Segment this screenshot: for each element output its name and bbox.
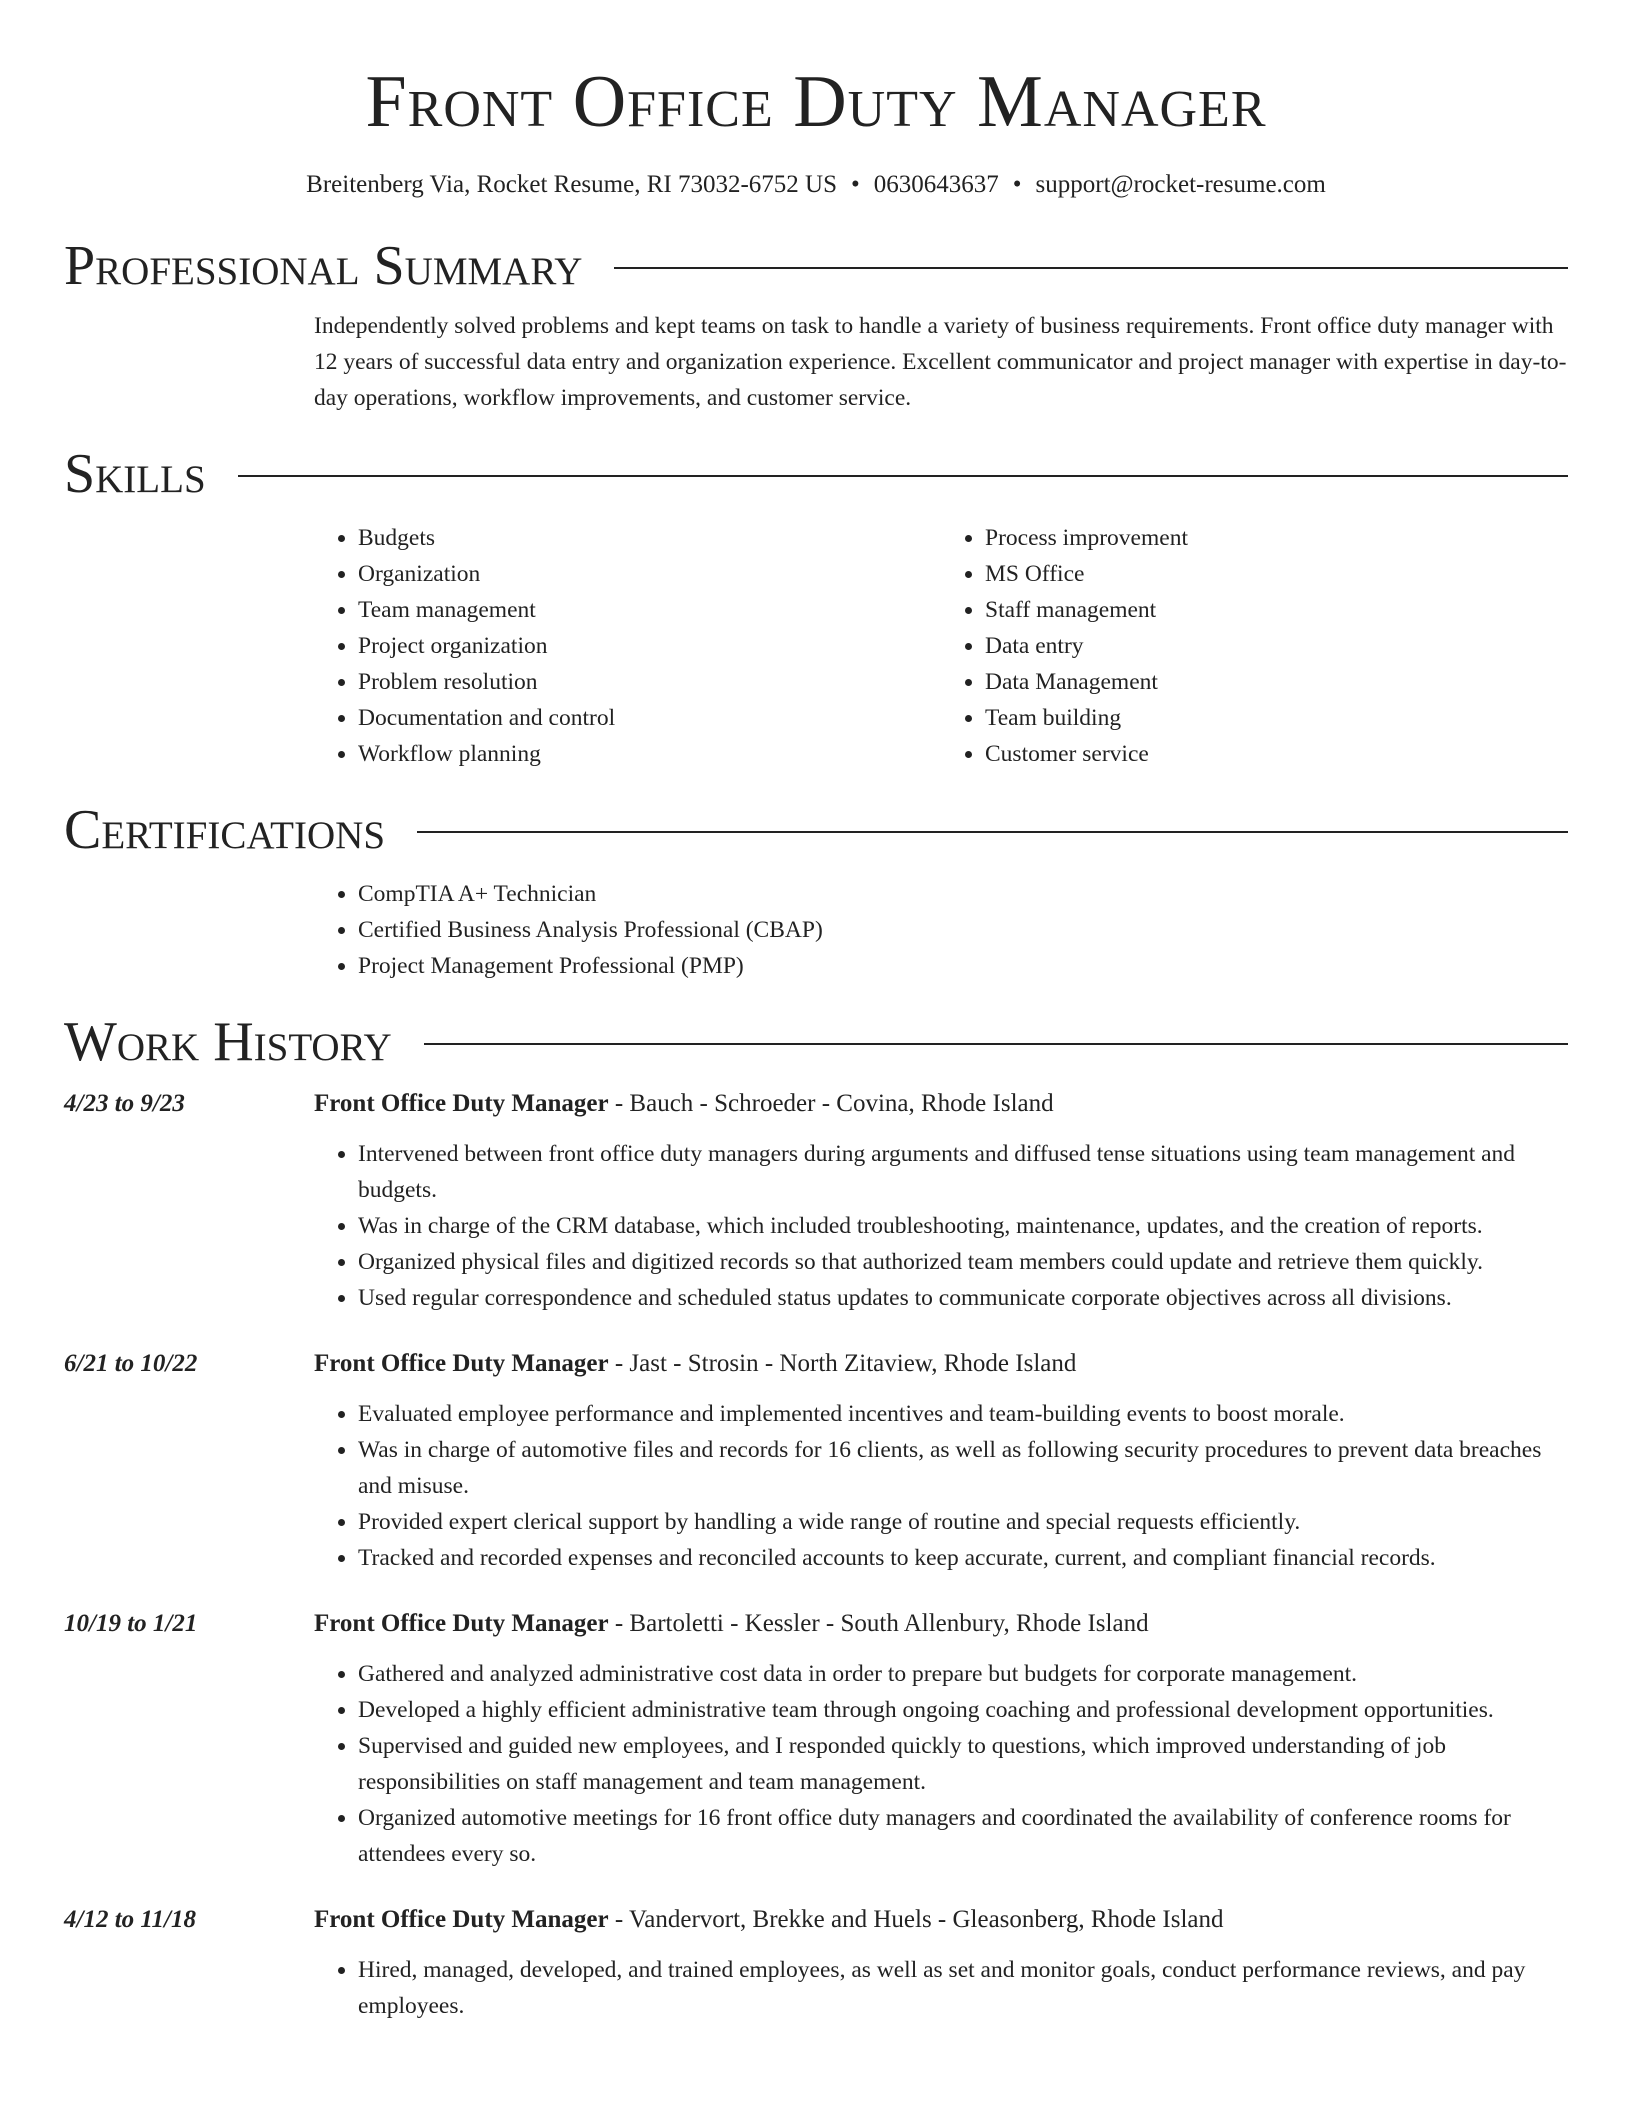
job-date: 10/19 to 1/21 (64, 1610, 198, 1637)
job-bullet: • Used regular correspondence and scheduled status updates to communicate corporate objectives across all divisions. (358, 1280, 1568, 1316)
section-divider (417, 831, 1568, 833)
job-bullet: • Intervened between front office duty managers during arguments and diffused tense situations using team management and budgets. (358, 1136, 1568, 1208)
job-body (314, 1086, 1568, 1316)
certifications-list (314, 876, 1568, 984)
job-bullet: • Hired, managed, developed, and trained employees, as well as set and monitor goals, conduct performance reviews, and pay employees. (358, 1952, 1568, 2024)
certification-item: • CompTIA A+ Technician (358, 876, 1568, 912)
contact-email[interactable]: support@rocket-resume.com (1035, 171, 1326, 198)
job-company: - Vandervort, Brekke and Huels - Gleasonberg, Rhode Island (608, 1906, 1224, 1933)
job-bullets (314, 1136, 1568, 1316)
skill-item: • Workflow planning (358, 736, 941, 772)
certifications-heading: Certifications (64, 799, 386, 861)
job-body (314, 1902, 1568, 2024)
skill-item: • Team management (358, 592, 941, 628)
summary-heading: Professional Summary (64, 235, 583, 297)
section-divider (424, 1043, 1568, 1045)
skills-list-left (314, 520, 941, 772)
skill-item: • Process improvement (985, 520, 1568, 556)
job-entry (64, 1086, 1568, 1316)
job-bullet: • Developed a highly efficient administrative team through ongoing coaching and professional development opportunities. (358, 1692, 1568, 1728)
job-bullet: • Provided expert clerical support by handling a wide range of routine and special requests efficiently. (358, 1504, 1568, 1540)
job-bullet: • Evaluated employee performance and implemented incentives and team-building events to boost morale. (358, 1396, 1568, 1432)
job-title-line (314, 1902, 1568, 1938)
contact-line (64, 170, 1568, 200)
job-bullet: • Tracked and recorded expenses and reconciled accounts to keep accurate, current, and compliant financial records. (358, 1540, 1568, 1576)
job-company: - Bauch - Schroeder - Covina, Rhode Island (608, 1090, 1054, 1117)
skill-item: • Project organization (358, 628, 941, 664)
job-bullet: • Organized automotive meetings for 16 front office duty managers and coordinated the availability of conference rooms for attendees every so. (358, 1800, 1568, 1872)
section-divider (238, 475, 1568, 477)
job-company: - Bartoletti - Kessler - South Allenbury, Rhode Island (608, 1610, 1149, 1637)
skills-list-right (941, 520, 1568, 772)
job-entry (64, 1902, 1568, 2024)
section-divider (614, 267, 1568, 269)
job-body (314, 1606, 1568, 1872)
certifications-section-header (64, 798, 1568, 862)
contact-phone: 0630643637 (873, 171, 999, 198)
job-company: - Jast - Strosin - North Zitaview, Rhode Island (608, 1350, 1077, 1377)
certification-item: • Project Management Professional (PMP) (358, 948, 1568, 984)
job-date: 6/21 to 10/22 (64, 1350, 198, 1377)
job-bullets (314, 1952, 1568, 2024)
job-title-line (314, 1086, 1568, 1122)
skill-item: • Documentation and control (358, 700, 941, 736)
skills-section-header (64, 442, 1568, 506)
job-bullets (314, 1656, 1568, 1872)
job-bullet: • Was in charge of automotive files and records for 16 clients, as well as following security procedures to prevent data breaches and misuse. (358, 1432, 1568, 1504)
candidate-name: Front Office Duty Manager (365, 61, 1267, 143)
job-title: Front Office Duty Manager (314, 1350, 609, 1377)
job-bullet: • Was in charge of the CRM database, which included troubleshooting, maintenance, updates, and the creation of reports. (358, 1208, 1568, 1244)
job-bullet: • Supervised and guided new employees, and I responded quickly to questions, which improved understanding of job responsibilities on staff management and team management. (358, 1728, 1568, 1800)
job-date: 4/12 to 11/18 (64, 1906, 196, 1933)
job-date: 4/23 to 9/23 (64, 1090, 185, 1117)
work-heading: Work History (64, 1011, 392, 1073)
certification-item: • Certified Business Analysis Professional (CBAP) (358, 912, 1568, 948)
job-title: Front Office Duty Manager (314, 1906, 609, 1933)
skill-item: • Budgets (358, 520, 941, 556)
skill-item: • Organization (358, 556, 941, 592)
contact-separator: • (1012, 171, 1022, 198)
summary-text: Independently solved problems and kept teams on task to handle a variety of business requirements. Front office duty manager with 12 years of successful data entry and organization experience. Excellent communicator and project manager with expertise in day-to-day operations, workflow improvements, and customer service. (314, 313, 1567, 411)
skills-grid (314, 520, 1568, 772)
skills-heading: Skills (64, 443, 206, 505)
certifications-body (314, 876, 1568, 984)
skill-item: • Data Management (985, 664, 1568, 700)
summary-section-header (64, 234, 1568, 298)
contact-address: Breitenberg Via, Rocket Resume, RI 73032-6752 US (306, 171, 837, 198)
job-title: Front Office Duty Manager (314, 1090, 609, 1117)
skill-item: • Data entry (985, 628, 1568, 664)
job-title-line (314, 1606, 1568, 1642)
skill-item: • Staff management (985, 592, 1568, 628)
job-bullet: • Organized physical files and digitized records so that authorized team members could update and retrieve them quickly. (358, 1244, 1568, 1280)
skill-item: • Customer service (985, 736, 1568, 772)
job-bullets (314, 1396, 1568, 1576)
job-title: Front Office Duty Manager (314, 1610, 609, 1637)
skill-item: • Problem resolution (358, 664, 941, 700)
job-bullet: • Gathered and analyzed administrative cost data in order to prepare but budgets for corporate management. (358, 1656, 1568, 1692)
job-entry (64, 1346, 1568, 1576)
skill-item: • Team building (985, 700, 1568, 736)
job-title-line (314, 1346, 1568, 1382)
contact-separator: • (851, 171, 860, 198)
summary-body (314, 308, 1568, 416)
job-body (314, 1346, 1568, 1576)
work-section-header (64, 1010, 1568, 1074)
skill-item: • MS Office (985, 556, 1568, 592)
job-entry (64, 1606, 1568, 1872)
